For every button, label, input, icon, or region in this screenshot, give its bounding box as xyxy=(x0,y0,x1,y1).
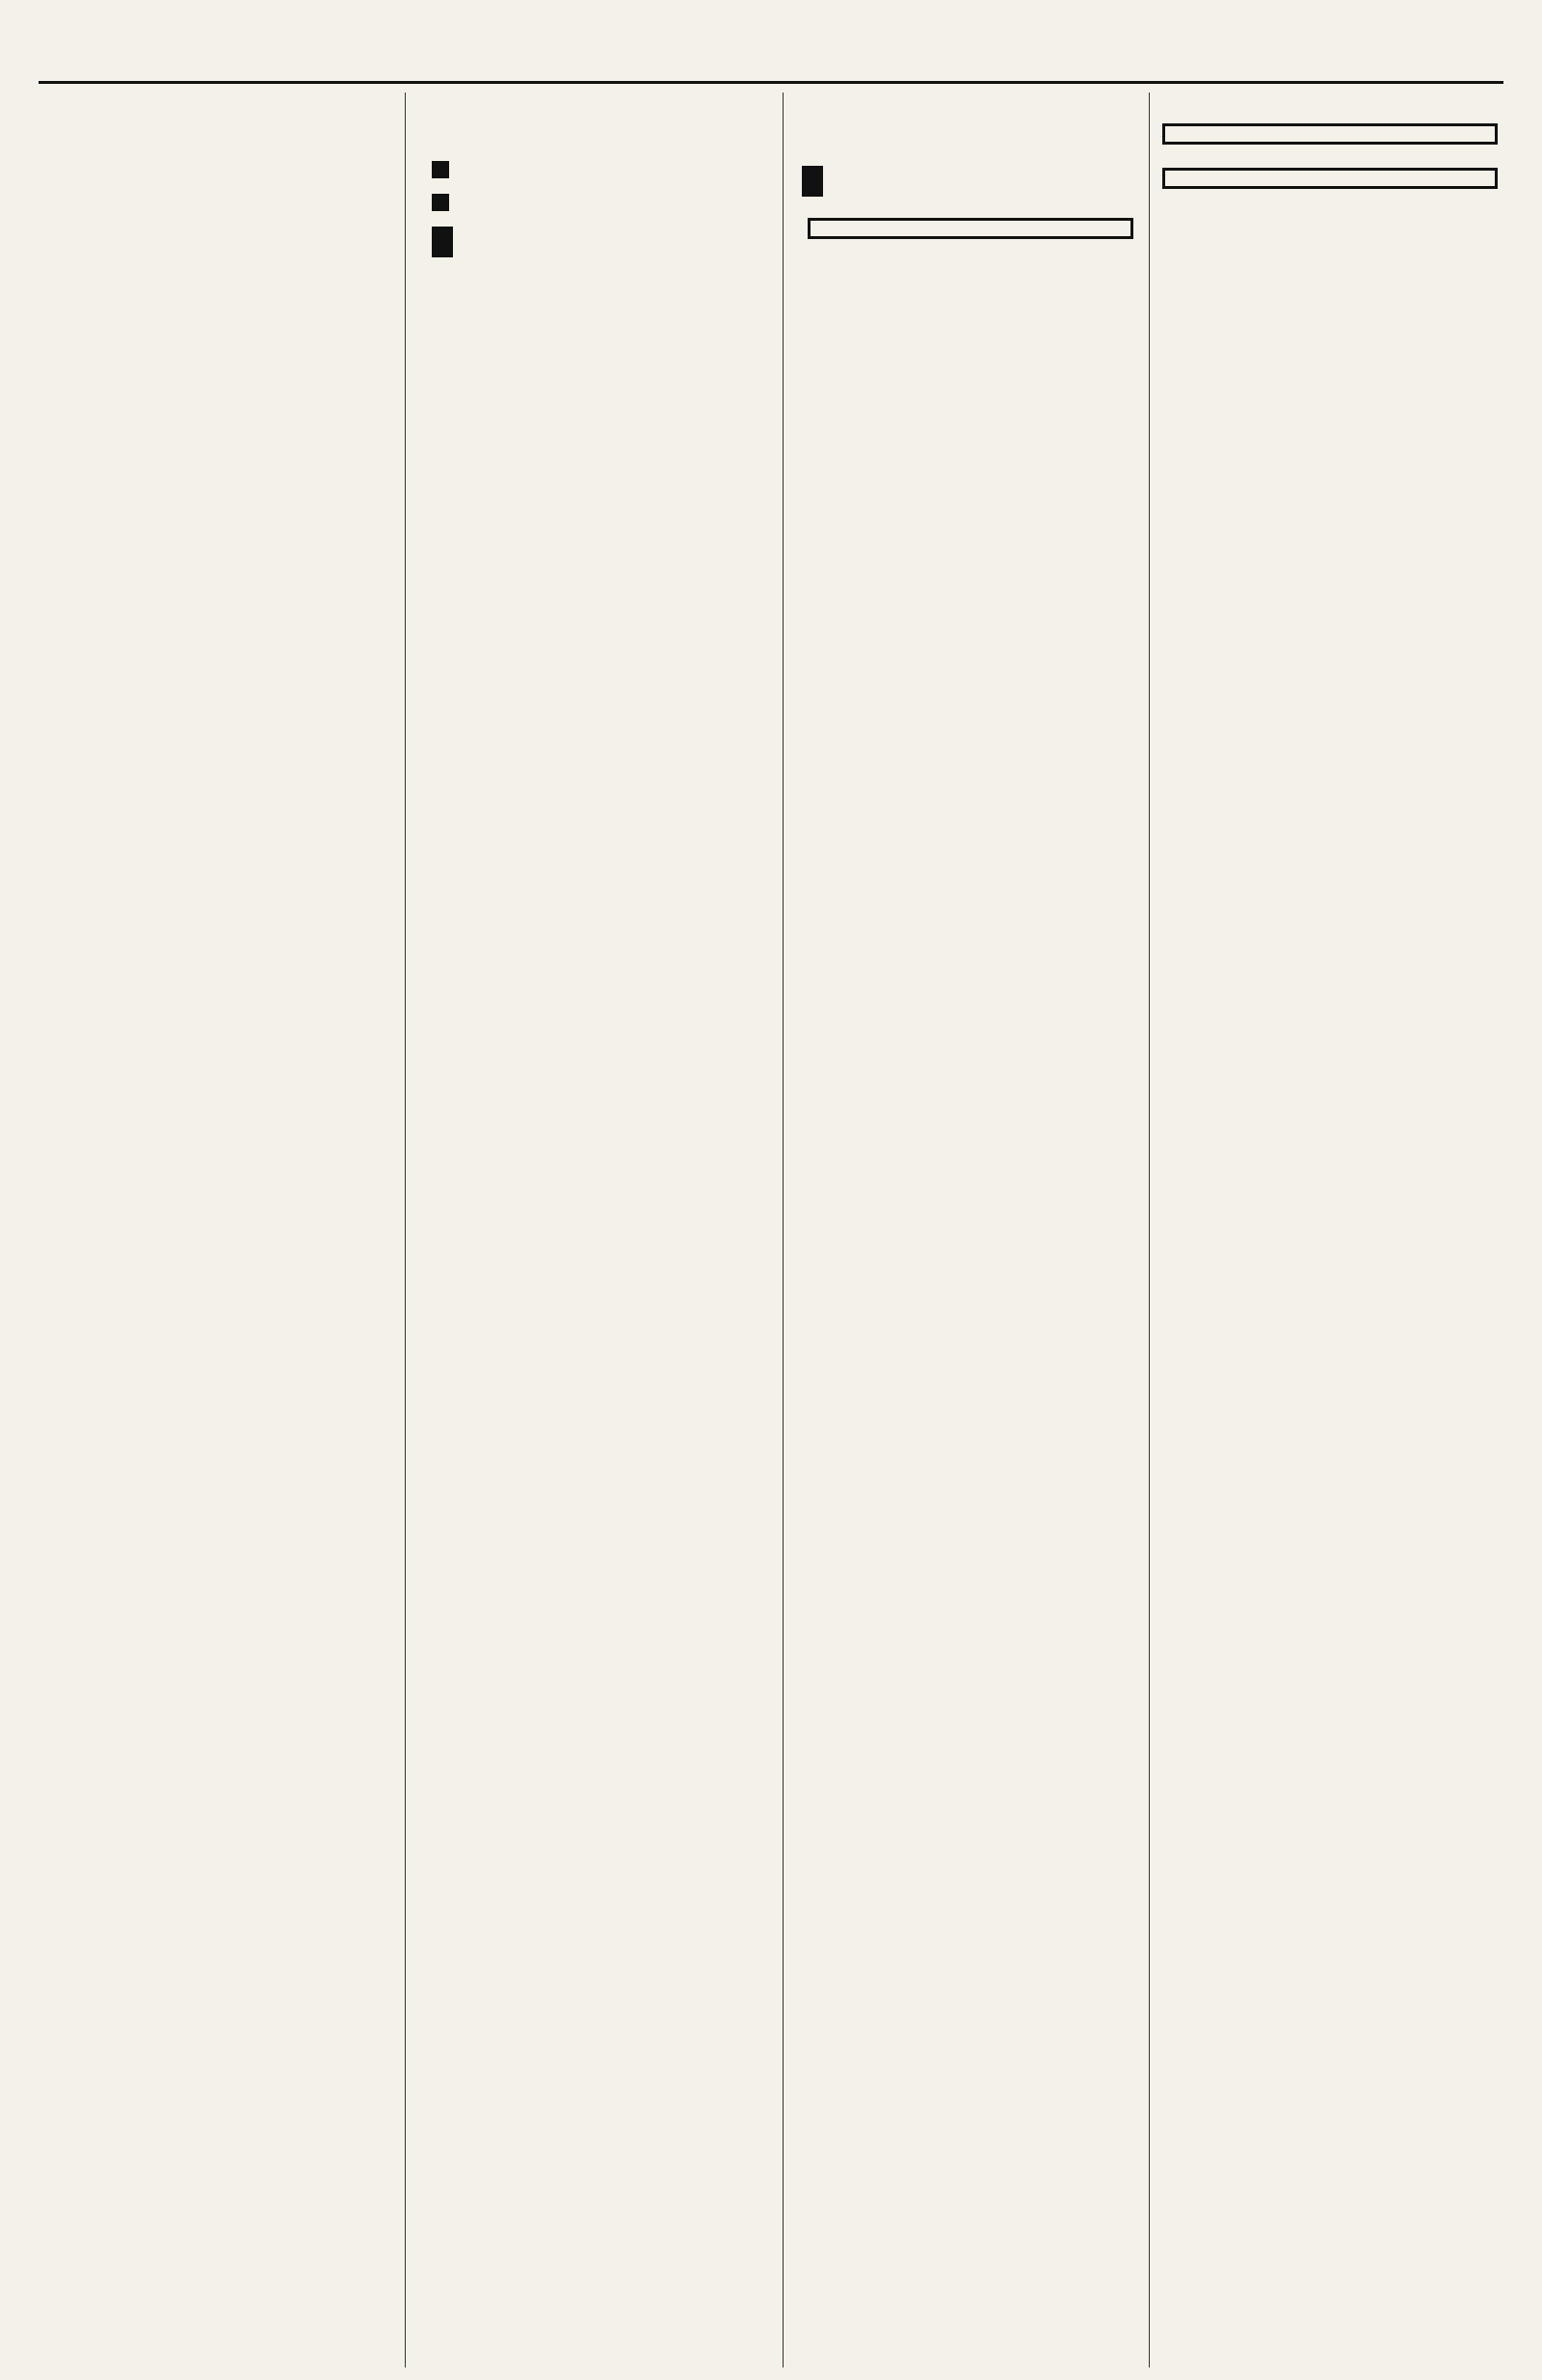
category-heading xyxy=(432,221,759,257)
category-heading xyxy=(802,160,1139,197)
category-heading xyxy=(432,155,759,178)
advertisement-box xyxy=(1162,168,1498,189)
category-square-icon xyxy=(432,227,453,257)
column-4 xyxy=(1156,93,1503,2367)
column-3 xyxy=(802,93,1139,2367)
column-divider xyxy=(783,93,784,2367)
header-rule xyxy=(39,81,1503,84)
city-page xyxy=(1498,23,1503,77)
advertisement-box xyxy=(1162,123,1498,145)
column-divider xyxy=(1149,93,1150,2367)
advertisement-box xyxy=(808,218,1133,239)
column-divider xyxy=(405,93,406,2367)
category-heading xyxy=(432,188,759,211)
category-square-icon xyxy=(802,166,823,197)
column-1 xyxy=(53,93,390,2367)
category-square-icon xyxy=(432,194,449,211)
column-2 xyxy=(432,93,759,2367)
category-square-icon xyxy=(432,161,449,178)
